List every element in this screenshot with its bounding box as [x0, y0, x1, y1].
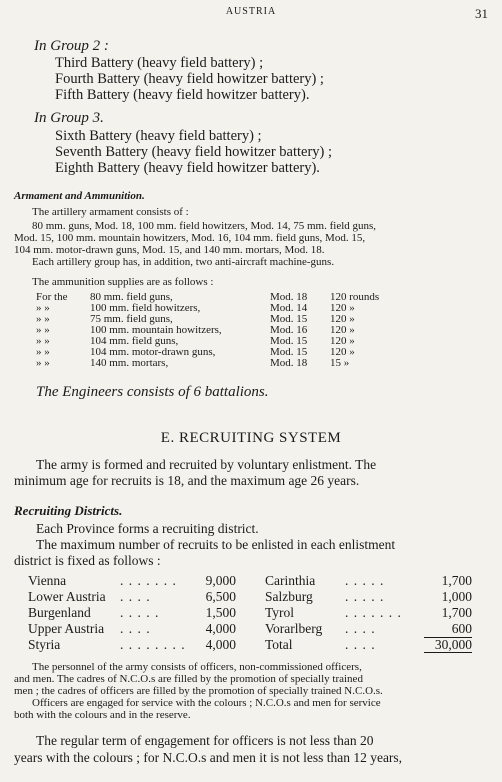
running-header: AUSTRIA: [225, 6, 277, 17]
personnel-line: men ; the cadres of officers are filled by the promotion of specially trained N.C.O.s.: [14, 685, 383, 697]
ammunition-rounds: 15 »: [330, 357, 350, 369]
personnel-line: and men. The cadres of N.C.O.s are filled by the promotion of specially trained: [14, 673, 363, 685]
ammunition-rounds: 120 rounds: [330, 291, 380, 303]
ammunition-mod: Mod. 15: [270, 346, 308, 358]
district-value: 4,000: [205, 637, 236, 652]
ammunition-mod: Mod. 14: [270, 302, 308, 314]
districts-line: Each Province forms a recruiting district.: [36, 521, 259, 536]
district-dots: . . . .: [120, 621, 151, 636]
anti-aircraft-line: Each artillery group has, in addition, two anti-aircraft machine-guns.: [32, 256, 335, 268]
district-dots: . . . . . . .: [120, 573, 177, 588]
district-value: 1,700: [441, 573, 472, 588]
district-name: Tyrol: [265, 605, 295, 620]
district-name: Carinthia: [265, 573, 316, 588]
ammunition-table: [36, 292, 402, 369]
group-3-heading: In Group 3.: [34, 110, 104, 126]
ammunition-intro: The ammunition supplies are as follows :: [32, 276, 214, 288]
district-value: 1,500: [205, 605, 236, 620]
group-3-item: Sixth Battery (heavy field battery) ;: [55, 128, 262, 144]
districts-line: The maximum number of recruits to be enlisted in each enlistment: [36, 537, 396, 552]
ammunition-prefix: » »: [36, 313, 50, 325]
district-dots: . . . . .: [345, 589, 385, 604]
total-underline: [424, 652, 472, 653]
district-name: Total: [265, 637, 293, 652]
recruit-paragraph-line: The army is formed and recruited by voluntary enlistment. The: [36, 457, 377, 472]
engagement-line: The regular term of engagement for officers is not less than 20: [36, 733, 374, 748]
armament-line: 104 mm. motor-drawn guns, Mod. 15, and 140 mm. mortars, Mod. 18.: [14, 244, 325, 256]
group-2-item: Fourth Battery (heavy field howitzer battery) ;: [55, 71, 324, 87]
section-title: E. RECRUITING SYSTEM: [160, 430, 342, 446]
ammunition-prefix: For the: [36, 291, 68, 303]
ammunition-rounds: 120 »: [330, 324, 355, 336]
group-3-item: Seventh Battery (heavy field howitzer battery) ;: [55, 144, 333, 160]
district-value: 1,700: [441, 605, 472, 620]
district-dots: . . . . . . . .: [120, 637, 186, 652]
ammunition-weapon: 140 mm. mortars,: [90, 357, 169, 369]
district-dots: . . . . .: [345, 573, 385, 588]
ammunition-row: [36, 358, 402, 369]
district-value: 9,000: [205, 573, 236, 588]
ammunition-weapon: 100 mm. mountain howitzers,: [90, 324, 222, 336]
district-value: 600: [451, 621, 472, 636]
district-value: 4,000: [205, 621, 236, 636]
ammunition-weapon: 104 mm. field guns,: [90, 335, 179, 347]
ammunition-weapon: 75 mm. field guns,: [90, 313, 173, 325]
page-number: 31: [475, 6, 488, 21]
ammunition-rounds: 120 »: [330, 346, 355, 358]
district-dots: . . . .: [120, 589, 151, 604]
armament-intro: The artillery armament consists of :: [32, 206, 189, 218]
ammunition-mod: Mod. 18: [270, 291, 308, 303]
ammunition-prefix: » »: [36, 346, 50, 358]
districts-line: district is fixed as follows :: [14, 553, 161, 568]
ammunition-mod: Mod. 15: [270, 313, 308, 325]
district-name: Styria: [28, 637, 61, 652]
personnel-line: Officers are engaged for service with the colours ; N.C.O.s and men for service: [32, 697, 381, 709]
district-dots: . . . .: [345, 621, 376, 636]
district-name: Vorarlberg: [265, 621, 323, 636]
ammunition-rounds: 120 »: [330, 313, 355, 325]
ammunition-weapon: 104 mm. motor-drawn guns,: [90, 346, 216, 358]
district-value: 6,500: [205, 589, 236, 604]
district-name: Vienna: [28, 573, 67, 588]
ammunition-mod: Mod. 15: [270, 335, 308, 347]
ammunition-weapon: 80 mm. field guns,: [90, 291, 173, 303]
engagement-line: years with the colours ; for N.C.O.s and men it is not less than 12 years,: [14, 750, 403, 765]
ammunition-mod: Mod. 16: [270, 324, 308, 336]
group-3-item: Eighth Battery (heavy field howitzer battery).: [55, 160, 320, 176]
ammunition-rounds: 120 »: [330, 335, 355, 347]
ammunition-prefix: » »: [36, 335, 50, 347]
district-dots: . . . . . . .: [345, 605, 402, 620]
district-dots: . . . . .: [120, 605, 160, 620]
ammunition-prefix: » »: [36, 302, 50, 314]
district-name: Burgenland: [28, 605, 91, 620]
ammunition-mod: Mod. 18: [270, 357, 308, 369]
district-name: Upper Austria: [28, 621, 105, 636]
group-2-heading: In Group 2 :: [34, 38, 109, 54]
group-2-item: Third Battery (heavy field battery) ;: [55, 55, 264, 71]
district-value: 30,000: [434, 637, 472, 652]
armament-line: Mod. 15, 100 mm. mountain howitzers, Mod. 16, 104 mm. field guns, Mod. 15,: [14, 232, 366, 244]
personnel-line: The personnel of the army consists of officers, non-commissioned officers,: [32, 661, 362, 673]
districts-heading: Recruiting Districts.: [14, 503, 123, 518]
recruit-paragraph-line: minimum age for recruits is 18, and the maximum age 26 years.: [14, 473, 360, 488]
armament-heading: Armament and Ammunition.: [14, 190, 145, 202]
engineers-line: The Engineers consists of 6 battalions.: [36, 384, 269, 400]
district-value: 1,000: [441, 589, 472, 604]
group-2-item: Fifth Battery (heavy field howitzer battery).: [55, 87, 310, 103]
armament-line: 80 mm. guns, Mod. 18, 100 mm. field howitzers, Mod. 14, 75 mm. field guns,: [32, 220, 377, 232]
ammunition-weapon: 100 mm. field howitzers,: [90, 302, 201, 314]
district-name: Lower Austria: [28, 589, 106, 604]
personnel-line: both with the colours and in the reserve.: [14, 709, 191, 721]
total-rule: [424, 637, 472, 638]
ammunition-prefix: » »: [36, 324, 50, 336]
district-name: Salzburg: [265, 589, 313, 604]
ammunition-rounds: 120 »: [330, 302, 355, 314]
district-dots: . . . .: [345, 637, 376, 652]
ammunition-prefix: » »: [36, 357, 50, 369]
